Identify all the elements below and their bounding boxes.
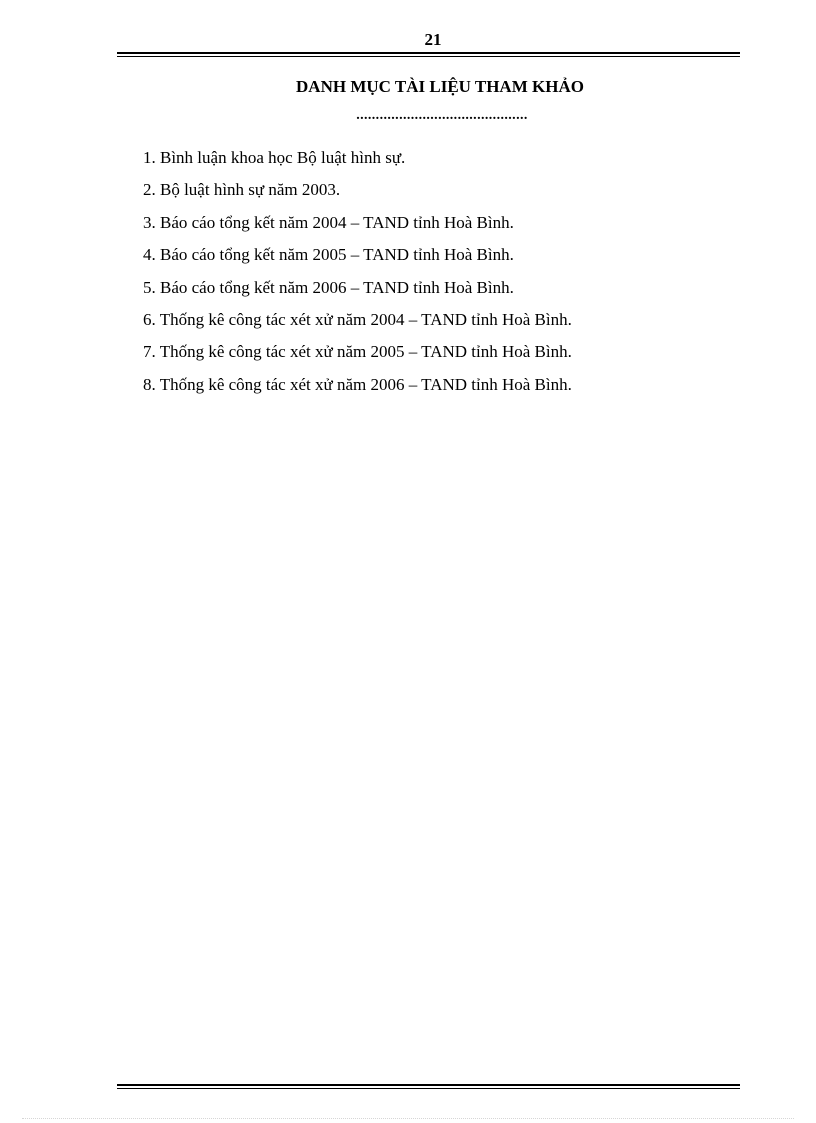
- reference-item: 8. Thống kê công tác xét xử năm 2006 – TAND tỉnh Hoà Bình.: [143, 374, 572, 394]
- reference-item: 3. Báo cáo tổng kết năm 2004 – TAND tỉnh Hoà Bình.: [143, 212, 514, 232]
- page-edge-divider: [22, 1118, 794, 1119]
- page-number: 21: [424, 30, 442, 49]
- reference-item: 7. Thống kê công tác xét xử năm 2005 – TAND tỉnh Hoà Bình.: [143, 342, 572, 362]
- reference-item: 4. Báo cáo tổng kết năm 2005 – TAND tỉnh Hoà Bình.: [143, 245, 514, 265]
- page-title: DANH MỤC TÀI LIỆU THAM KHẢO: [296, 77, 584, 96]
- reference-item: 5. Báo cáo tổng kết năm 2006 – TAND tỉnh Hoà Bình.: [143, 277, 514, 297]
- reference-list: [143, 142, 572, 401]
- title-separator: ............................................: [356, 108, 528, 123]
- footer-rule: [117, 1084, 740, 1089]
- reference-item: 6. Thống kê công tác xét xử năm 2004 – TAND tỉnh Hoà Bình.: [143, 310, 572, 330]
- header-rule: [117, 52, 740, 57]
- reference-item: 1. Bình luận khoa học Bộ luật hình sự.: [143, 148, 406, 167]
- reference-item: 2. Bộ luật hình sự năm 2003.: [143, 180, 341, 200]
